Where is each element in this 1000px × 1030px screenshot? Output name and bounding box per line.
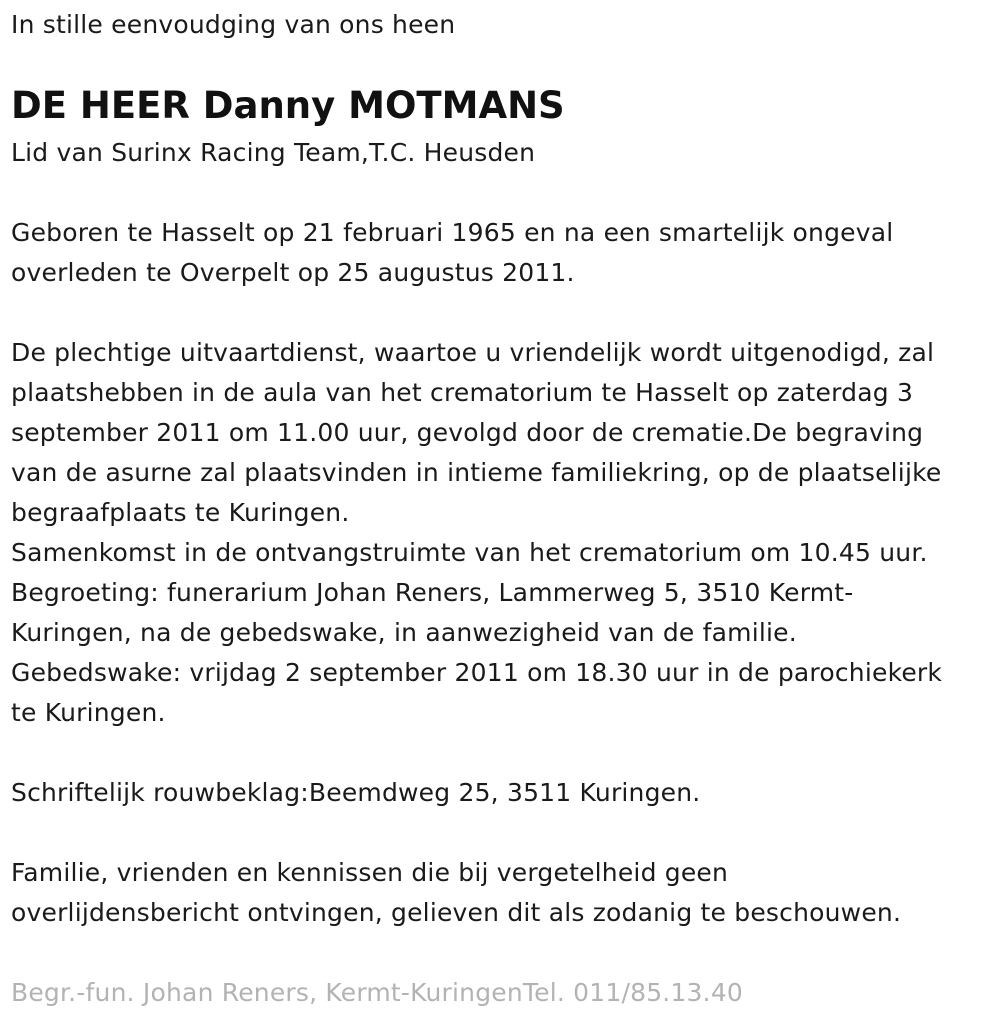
paragraph-line: van de asurne zal plaatsvinden in intieme familiekring, op de plaatselijke — [11, 458, 942, 487]
paragraph-line: Geboren te Hasselt op 21 februari 1965 en na een smartelijk ongeval — [11, 218, 894, 247]
paragraph-line: Kuringen, na de gebedswake, in aanwezigheid van de familie. — [11, 618, 797, 647]
funeral-home-footer: Begr.-fun. Johan Reners, Kermt-KuringenTel. 011/85.13.40 — [11, 978, 744, 1007]
membership-line: Lid van Surinx Racing Team,T.C. Heusden — [11, 138, 536, 167]
membership-block — [11, 133, 535, 173]
birth-death-paragraph — [11, 213, 893, 293]
paragraph-line: Familie, vrienden en kennissen die bij vergetelheid geen — [11, 858, 729, 887]
paragraph-line: september 2011 om 11.00 uur, gevolgd door de crematie.De begraving — [11, 418, 924, 447]
paragraph-line: overlijdensbericht ontvingen, gelieven dit als zodanig te beschouwen. — [11, 898, 902, 927]
intro-line: In stille eenvoudging van ons heen — [11, 10, 456, 39]
paragraph-line: Gebedswake: vrijdag 2 september 2011 om 18.30 uur in de parochiekerk — [11, 658, 943, 687]
paragraph-line: Samenkomst in de ontvangstruimte van het crematorium om 10.45 uur. — [11, 538, 928, 567]
paragraph-line: plaatshebben in de aula van het crematorium te Hasselt op zaterdag 3 — [11, 378, 914, 407]
paragraph-line: begraafplaats te Kuringen. — [11, 498, 350, 527]
condolence-paragraph — [11, 773, 700, 813]
family-paragraph — [11, 853, 901, 933]
paragraph-line: Begroeting: funerarium Johan Reners, Lammerweg 5, 3510 Kermt- — [11, 578, 854, 607]
funeral-service-paragraph — [11, 333, 942, 733]
condolence-line: Schriftelijk rouwbeklag:Beemdweg 25, 3511 Kuringen. — [11, 778, 701, 807]
paragraph-line: overleden te Overpelt op 25 augustus 2011. — [11, 258, 575, 287]
paragraph-line: te Kuringen. — [11, 698, 166, 727]
deceased-name: DE HEER Danny MOTMANS — [11, 84, 565, 127]
paragraph-line: De plechtige uitvaartdienst, waartoe u vriendelijk wordt uitgenodigd, zal — [11, 338, 935, 367]
